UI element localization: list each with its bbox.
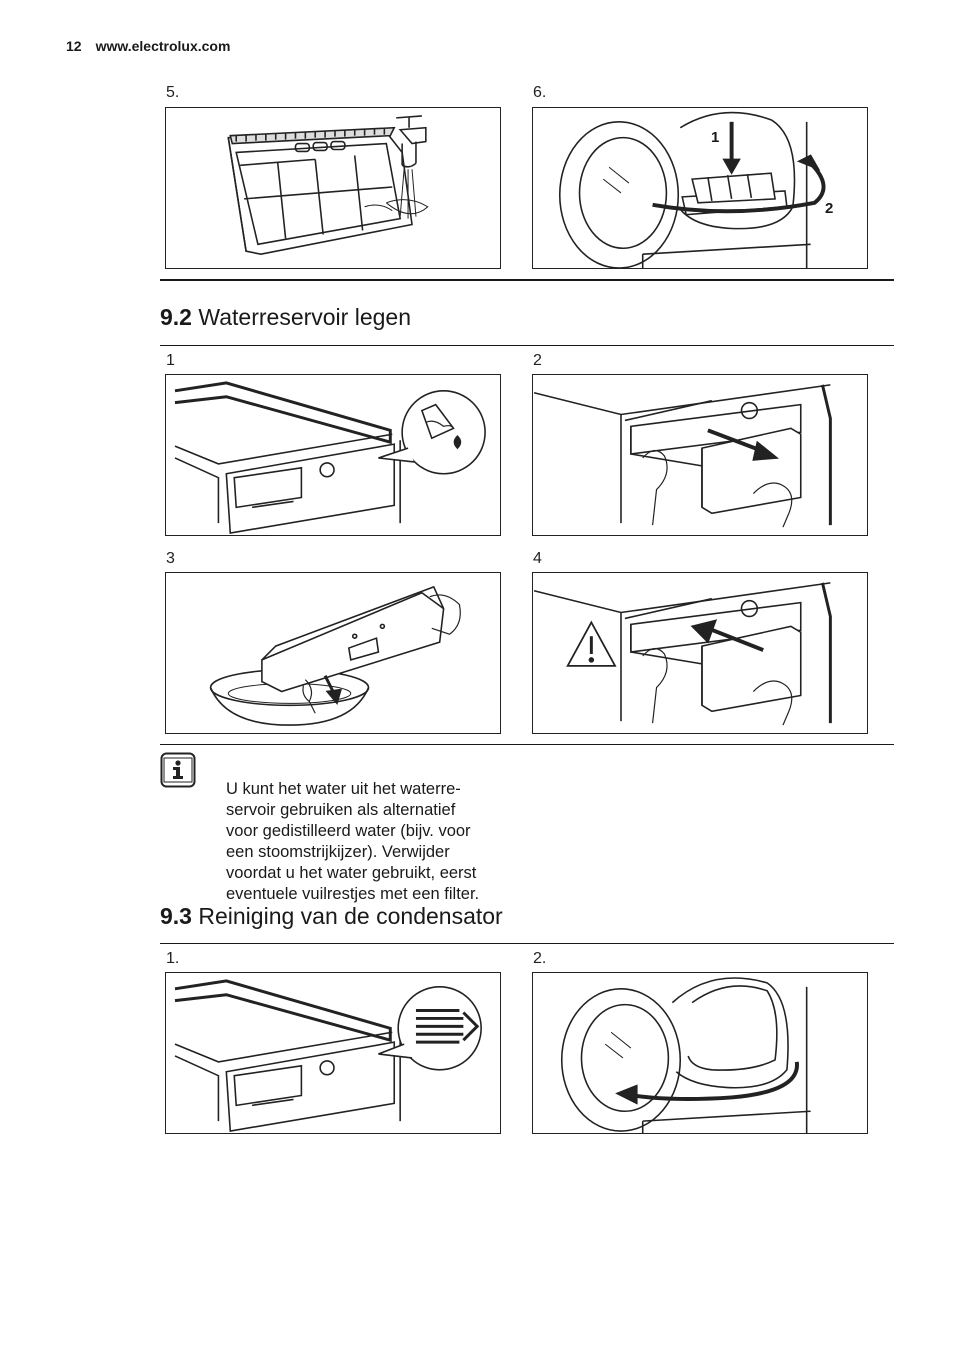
step-label-9-2-3: 3: [166, 550, 175, 567]
site-url[interactable]: www.electrolux.com: [95, 38, 231, 54]
section-divider: [160, 943, 894, 944]
page-header: [66, 38, 230, 54]
note-line: voor gedistilleerd water (bijv. voor: [226, 822, 471, 840]
section-divider: [160, 345, 894, 346]
illustration-dryer-reservoir-indicator: [165, 374, 501, 536]
step-label-5: 5.: [166, 84, 180, 101]
info-note: [226, 779, 526, 905]
section-9-3-number: 9.3: [160, 903, 192, 929]
step-label-9-3-1: 1.: [166, 950, 180, 967]
illustration-empty-reservoir: [165, 572, 501, 734]
section-9-2-title: Waterreservoir legen: [198, 304, 411, 330]
section-9-2-number: 9.2: [160, 304, 192, 330]
section-9-3-heading: [160, 903, 503, 930]
step-label-9-2-4: 4: [533, 550, 542, 567]
note-line: eventuele vuilrestjes met een filter.: [226, 885, 480, 903]
step-label-9-2-2: 2: [533, 352, 542, 369]
note-line: een stoomstrijkijzer). Verwijder: [226, 843, 450, 861]
section-9-3-title: Reiniging van de condensator: [198, 903, 503, 929]
illustration-reinsert-reservoir: [532, 572, 868, 734]
note-line: servoir gebruiken als alternatief: [226, 801, 456, 819]
illustration-pull-reservoir: [532, 374, 868, 536]
step-label-9-3-2: 2.: [533, 950, 547, 967]
step-label-9-2-1: 1: [166, 352, 175, 369]
info-icon: [160, 752, 196, 788]
note-line: voordat u het water gebruikt, eerst: [226, 864, 477, 882]
illustration-open-condenser-door: [532, 972, 868, 1134]
page-number: 12: [66, 38, 82, 54]
callout-1: 1: [711, 129, 720, 146]
illustration-dryer-condenser-indicator: [165, 972, 501, 1134]
note-line: U kunt het water uit het waterre-: [226, 780, 461, 798]
step-label-6: 6.: [533, 84, 547, 101]
section-divider: [160, 744, 894, 745]
illustration-reinsert-filter: [532, 107, 868, 269]
illustration-filter-rinse: [165, 107, 501, 269]
section-9-2-heading: [160, 304, 411, 331]
callout-2: 2: [825, 200, 834, 217]
section-divider: [160, 279, 894, 281]
